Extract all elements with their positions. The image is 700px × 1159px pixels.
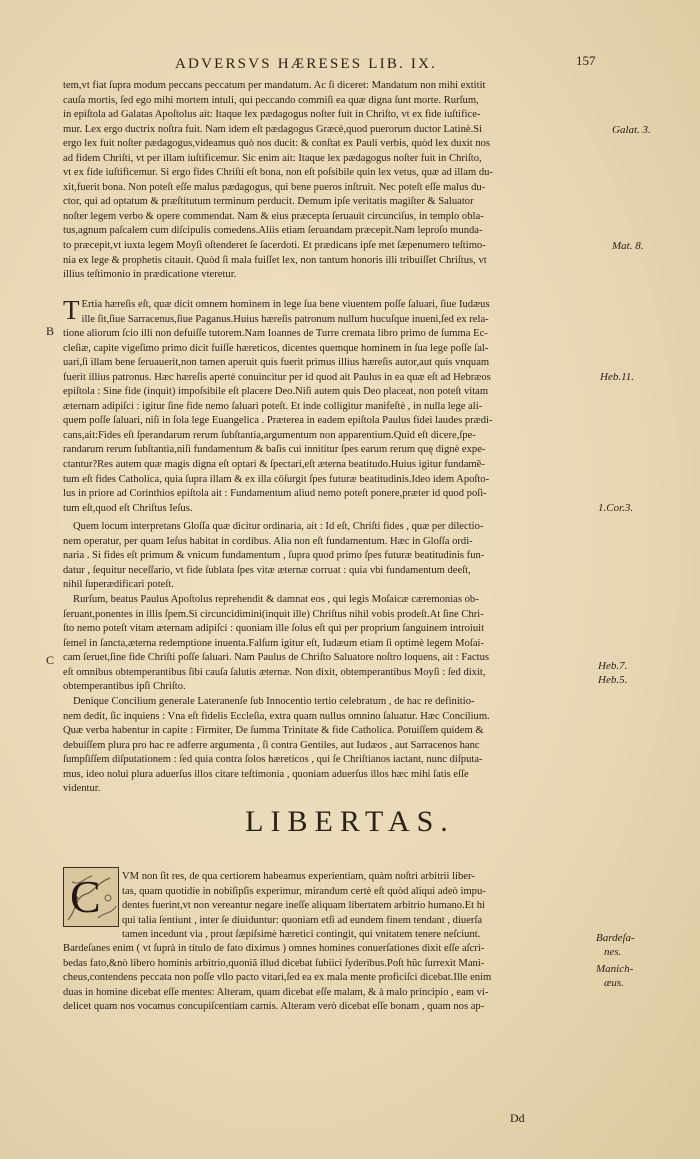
paragraph-1 bbox=[63, 79, 595, 283]
text-line: lus in priore ad Corinthios epiſtola ait : Fundamentum aliud nemo poteſt ponere,præter id quod poſi- bbox=[63, 488, 487, 500]
decorated-initial bbox=[63, 867, 119, 927]
text-line: ſto nemo poteſt vitam æternam adipiſci : quoniam ille ſolus eſt qui per proprium ſanguinem introiuit bbox=[63, 623, 485, 635]
margin-note-1-cor: 1.Cor.3. bbox=[598, 502, 634, 514]
drop-cap-c: C bbox=[70, 871, 101, 922]
text-line: tus,agnum paſcalem cum diſcipulis comedens.Aliis etiam ſeruandam præcepit.Nam leproſo munda- bbox=[63, 225, 483, 237]
text-line: cheus,contendens peccata non poſſe vllo pacto vitari,ſed ea ex mala mente proficiſci dicebat.Ille enim bbox=[63, 972, 492, 984]
text-line: illius teſtimonio in prædicatione vteretur. bbox=[63, 269, 237, 281]
margin-note-manichaeus: Manich- bbox=[596, 963, 634, 975]
text-line: nem operatur, per quam Ieſus habitat in cordibus. Alia non eſt fundamentum. Hæc in Gloſſa ordi- bbox=[63, 535, 473, 547]
catchword: Dd bbox=[510, 1111, 525, 1125]
page-header bbox=[0, 53, 700, 78]
text-line: Bardeſanes enim ( vt ſuprà in titulo de fato diximus ) omnes homines conuerſationes dixit eſſe aſcri- bbox=[63, 943, 485, 954]
text-line: Denique Concilium generale Lateranenſe ſub Innocentio tertio celebratum , de hac re definitio- bbox=[73, 696, 475, 707]
section-letter-b: B bbox=[46, 324, 55, 338]
margin-note-bardesanes-cont: nes. bbox=[604, 946, 622, 958]
margin-note-heb-7: Heb.7. bbox=[598, 660, 628, 672]
text-line: uari,ſi illam bene ſeruauerit,non tamen aperuit quis fuerit primus illius hæreſis autor,aut quis vnquam bbox=[63, 357, 490, 369]
text-line: qui talia ſentiunt , inter ſe diuiduntur: quoniam etſi ad eundem finem tendant , diuerſa bbox=[122, 914, 483, 926]
paragraph-2 bbox=[63, 295, 595, 516]
margin-note-heb-5: Heb.5. bbox=[598, 674, 628, 686]
text-line: in epiſtola ad Galatas Apoſtolus ait: Itaque lex pædagogus noſter fuit in Chriſto, vt ex fide iuſtifice- bbox=[63, 109, 481, 121]
text-line: Ertia hæreſis eſt, quæ dicit omnem hominem in lege ſua bene viuentem poſſe ſaluari, ſiue Iudæus bbox=[81, 299, 490, 310]
text-line: tamen incedunt via , prout ſæpiſsimè hæretici contingit, qui vnitatem tenere neſciunt. bbox=[122, 929, 481, 941]
text-line: Quæ verba habentur in capite : Firmiter, De ſumma Trinitate & fide Catholica. Potuiſſem quidem & bbox=[63, 725, 484, 737]
text-line: duas in homine dicebat eſſe mentes: Alteram, quam dicebat eſſe malam, & à malo principio , eam vi- bbox=[63, 986, 489, 998]
text-line: debuiſſem plura pro hac re adferre argumenta , ſi contra Gentiles, aut Iudæos , aut Sarracenos hanc bbox=[63, 739, 480, 751]
text-line: eſt omnibus obtemperantibus ſibi cauſa ſalutis æternæ. Non dixit, obtemperantibus Moyſi : ſed dixit, bbox=[63, 666, 486, 678]
text-line: tum eſt,quod eſt Chriſtus Ieſus. bbox=[63, 502, 193, 514]
text-line: xit,fuerit bona. Non poteſt eſſe malus pædagogus, qui bene pueros inſtruit. Nec poteſt eſſe malus du- bbox=[63, 181, 486, 193]
text-line: fuerit illius patronus. Hæc hæreſis apertè conuincitur per id quod ait Paulus in ea quæ eſt ad Hebræos bbox=[63, 371, 491, 383]
text-line: cam ſeruet,ſine fide Chriſti poſſe ſaluari. Nam Paulus de Chriſto Saluatore noſtro loquens, ait : Factus bbox=[63, 652, 490, 664]
text-line: ſeruant,ponentes in illis ſpem.Si circuncidimini(inquit ille) Chriſtus nihil vobis prodeſt.At ſine Chri- bbox=[63, 608, 484, 620]
text-line: VM non ſit res, de qua certiorem habeamus experientiam, quàm noſtri arbitrii liber- bbox=[122, 871, 475, 882]
text-line: tum eſt fides Catholica, quia ſupra illam & ex illa cōſurgit ſpes futuræ beatitudinis.Ideo idem Apoſto- bbox=[63, 473, 490, 485]
page-number: 157 bbox=[576, 53, 596, 68]
text-line: tem,vt fiat ſupra modum peccans peccatum per mandatum. Ac ſi diceret: Mandatum non mihi extitit bbox=[63, 80, 486, 91]
running-title: ADVERSVS HÆRESES LIB. IX. bbox=[175, 56, 438, 72]
text-line: ctor, qui ad optatum & præſtitutum terminum perducit. Demum ipſe veritatis magiſter & Saluator bbox=[63, 196, 474, 208]
text-line: naria . Si fides eſt primum & vnicum fundamentum , ſupra quod primo ſpes futuræ beatitudinis fun- bbox=[63, 550, 485, 562]
text-line: obtemperantibus ipſi Chriſto. bbox=[63, 681, 186, 693]
paragraph-6-full bbox=[63, 942, 595, 1015]
paragraph-5 bbox=[63, 695, 595, 797]
text-line: cans,ait:Fides eſt ſperandarum rerum ſubſtantia,argumentum non apparentium.Quid eſt dicere,ſpe- bbox=[63, 429, 476, 441]
text-line: ad fidem Chriſti, vt per illam iuſtificemur. Sic enim ait: Itaque lex pædagogus noſter fuit in Chriſto, bbox=[63, 152, 482, 164]
text-line: quem poſſe ſaluari, niſi in ſola lege Euangelica . Præterea in eadem epiſtola Paulus fidei laudes prædi- bbox=[63, 415, 493, 427]
text-line: dentes fuerint,vt non vereantur negare ineſſe aliquam libertatem arbitrio humano.Et hi bbox=[122, 900, 486, 912]
text-line: vt ex fide iuſtificemur. Si ergo fides Chriſti eſt bona, non eſt poſsibile quin lex vetus, quæ ad illam du- bbox=[63, 167, 493, 179]
section-heading: LIBERTAS. bbox=[245, 805, 455, 838]
text-line: ergo lex fuit noſter pædagogus,videamus quò nos ducit: & conſtat ex Pauli verbis, quòd lex duxit nos bbox=[63, 138, 491, 150]
text-line: to præcepit,vt iuxta legem Moyſi oſtenderet ſe ſacerdoti. Et prædicans ipſe met ſæpenumero teſtimo- bbox=[63, 240, 486, 252]
text-line: Rurſum, beatus Paulus Apoſtolus reprehendit & damnat eos , qui legis Moſaicæ cæremonias ob- bbox=[73, 594, 479, 605]
text-line: Quem locum interpretans Gloſſa quæ dicitur ordinaria, ait : Id eſt, Chriſti fides , quæ per dilectio- bbox=[73, 521, 484, 532]
paragraph-6-indented bbox=[122, 870, 595, 943]
text-line: mus, ideo nolui plura aduerſus illos citare teſtimonia , quoniam aduerſus illos hæc mihi ſatis eſſe bbox=[63, 768, 469, 780]
margin-note-mat: Mat. 8. bbox=[612, 240, 644, 252]
text-line: cauſa mortis, ſed ego mihi mortem intuli, qui peccando commiſi ea quæ digna ſunt morte. Rurſum, bbox=[63, 94, 479, 106]
text-line: randarum rerum ſubſtantia,niſi fundamentum & baſis cui innititur ſpes earum rerum quę dignè expe- bbox=[63, 444, 486, 456]
margin-note-galat: Galat. 3. bbox=[612, 124, 651, 136]
text-line: videntur. bbox=[63, 783, 101, 795]
text-line: noſter legem verbo & opere commendat. Nam & eius præcepta ſeruauit circunciſus, in templo obla- bbox=[63, 210, 484, 222]
text-line: ctantur?Res autem quæ magis digna eſt optari & ſpectari,eſt æterna beatitudo.Huius igitur fundamē- bbox=[63, 459, 485, 471]
text-line: tas, quam quotidie in nobiſipſis experimur, mirandum certè eſt quòd aliqui adeò impu- bbox=[122, 885, 486, 897]
text-line: mur. Lex ergo ductrix noſtra fuit. Nam idem eſt pædagogus Græcè,quod puerorum ductor Latinè.Si bbox=[63, 123, 483, 135]
text-line: delicet quam nos vocamus concupiſcentiam carnis. Alteram verò dicebat eſſe bonam , quam nos ap- bbox=[63, 1001, 485, 1013]
paragraph-4 bbox=[63, 593, 595, 695]
text-line: nia ex lege & prophetis citauit. Quòd ſi mala fuiſſet lex, non tantum honoris illi tribuiſſet Chriſtus, vt bbox=[63, 254, 487, 266]
margin-note-heb-11: Heb.11. bbox=[600, 371, 635, 383]
text-line: ſemel in ſancta,æterna redemptione inuenta.Falſum igitur eſt, Iudæum etiam ſi optimè legem Moſai- bbox=[63, 637, 484, 649]
text-line: nem dedit, ſic inquiens : Vna eſt fidelis Eccleſia, extra quam nullus omnino ſaluatur. Hæc Concilium. bbox=[63, 710, 490, 722]
text-line: æternam adipiſci : igitur ſine fide nemo ſaluari poteſt. Et inde colligitur manifeſtè , in nulla lege ali- bbox=[63, 400, 483, 412]
text-line: datur , ſequitur neceſſario, vt fide ſublata ſpes vitæ æternæ corruat : quia vbi fundamentum deeſt, bbox=[63, 564, 471, 576]
text-line: bedas fato,&nò libero hominis arbitrio,quoniã illud dicebat ſubiici ſyderibus.Poſt hũc ſurrexit Mani- bbox=[63, 957, 485, 969]
text-line: tione aliorum ſcio illi non defuiſſe tutorem.Nam Ioannes de Turre cremata libro primo de ſumma Ec- bbox=[63, 328, 488, 340]
margin-note-manichaeus-cont: æus. bbox=[604, 977, 624, 989]
section-letter-c: C bbox=[46, 653, 55, 667]
drop-cap-t: T bbox=[63, 295, 80, 325]
text-line: ſumpſiſſem diſputationem : ſed quia contra ſolos hæreticos , qui ſe Chriſtianos iactant, nunc diſputa- bbox=[63, 754, 483, 766]
text-line: nihil ſuperædificari poteſt. bbox=[63, 579, 174, 591]
margin-note-bardesanes: Bardeſa- bbox=[596, 932, 635, 944]
paragraph-3 bbox=[63, 520, 595, 593]
text-line: cleſiæ, capite vigeſimo primo dicit fuiſſe hæreticos, dicentes quemque hominem in ſua lege poſſe ſal- bbox=[63, 342, 489, 354]
text-line: ille ſit,ſiue Sarracenus,ſiue Paganus.Huius hæreſis patronum nullum hucuſque inueni,ſed ex rela- bbox=[81, 313, 489, 325]
text-line: epiſtola : Sine fide (inquit) impoſsibile eſt placere Deo.Niſi autem quis Deo placeat, non poteſt vitam bbox=[63, 386, 489, 398]
